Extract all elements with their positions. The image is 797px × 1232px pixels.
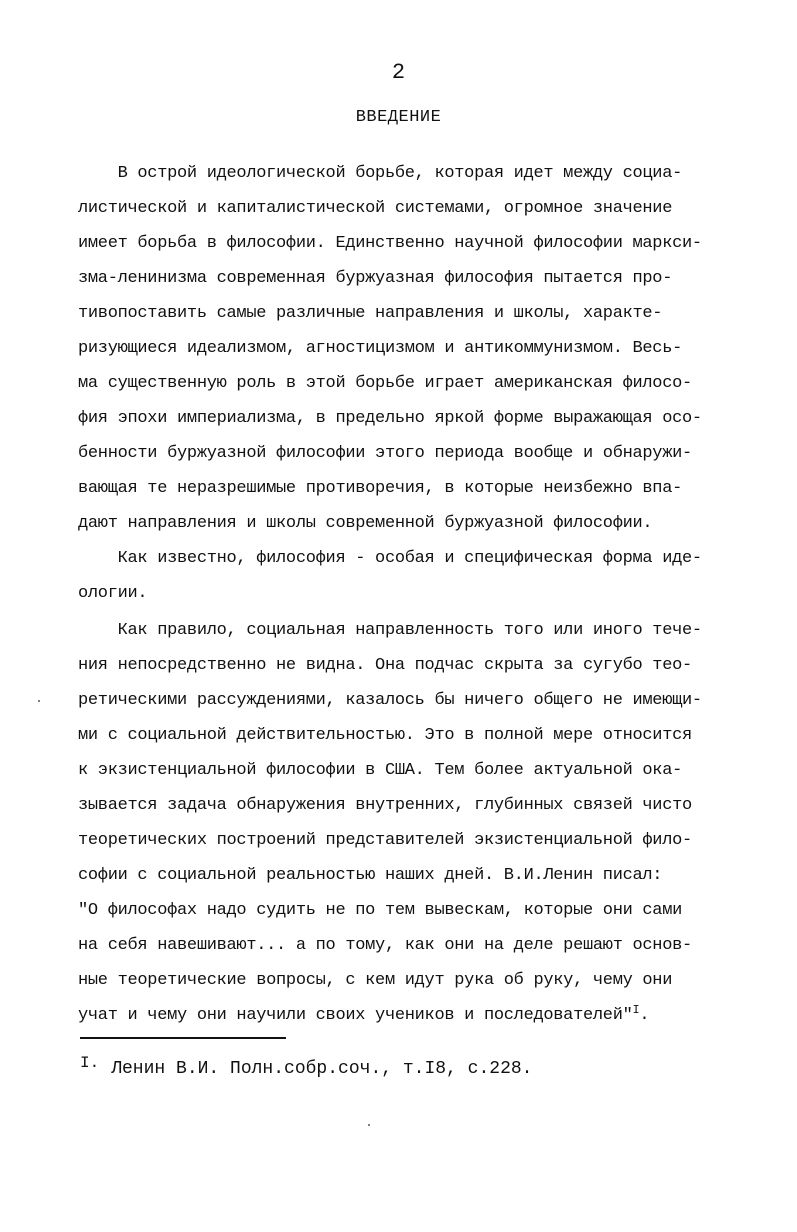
footnote	[80, 1054, 533, 1080]
text-line: ния непосредственно не видна. Она подчас скрыта за сугубо тео-	[78, 656, 692, 675]
footnote-text: Ленин В.И. Полн.собр.соч., т.I8, с.228.	[111, 1059, 533, 1079]
scan-speck	[38, 700, 40, 702]
scan-speck	[368, 1124, 370, 1126]
sentence-end: .	[639, 1006, 650, 1025]
text-line-content: учат и чему они научили своих учеников и последователей"	[78, 1006, 633, 1025]
text-line: ма существенную роль в этой борьбе играет американская филосо-	[78, 374, 692, 393]
text-line: листической и капиталистической системами, огромное значение	[78, 199, 673, 218]
footnote-divider	[80, 1037, 286, 1039]
text-line: софии с социальной реальностью наших дней. В.И.Ленин писал:	[78, 866, 663, 885]
text-line: зывается задача обнаружения внутренних, глубинных связей чисто	[78, 796, 692, 815]
text-line: теоретических построений представителей экзистенциальной фило-	[78, 831, 692, 850]
text-line: ные теоретические вопросы, с кем идут рука об руку, чему они	[78, 971, 673, 990]
text-line: к экзистенциальной философии в США. Тем более актуальной ока-	[78, 761, 683, 780]
text-line-last	[78, 1003, 650, 1026]
text-line: "О философах надо судить не по тем вывескам, которые они сами	[78, 901, 683, 920]
text-line: ретическими рассуждениями, казалось бы ничего общего не имеющи-	[78, 691, 702, 710]
text-line: В острой идеологической борьбе, которая идет между социа-	[78, 164, 683, 183]
footnote-reference: I	[632, 1003, 640, 1017]
text-line: ризующиеся идеализмом, агностицизмом и антикоммунизмом. Весь-	[78, 339, 683, 358]
text-line: на себя навешивают... а по тому, как они на деле решают основ-	[78, 936, 692, 955]
text-line: тивопоставить самые различные направления и школы, характе-	[78, 304, 663, 323]
text-line: Как известно, философия - особая и специфическая форма иде-	[78, 549, 702, 568]
text-line: имеет борьба в философии. Единственно научной философии маркси-	[78, 234, 702, 253]
text-line: вающая те неразрешимые противоречия, в которые неизбежно впа-	[78, 479, 683, 498]
text-line: фия эпохи империализма, в предельно яркой форме выражающая осо-	[78, 409, 702, 428]
page-number: 2	[391, 60, 406, 85]
text-line: бенности буржуазной философии этого периода вообще и обнаружи-	[78, 444, 692, 463]
text-line: ми с социальной действительностью. Это в полной мере относится	[78, 726, 692, 745]
text-line: зма-ленинизма современная буржуазная философия пытается про-	[78, 269, 673, 288]
text-line: Как правило, социальная направленность того или иного тече-	[78, 621, 702, 640]
section-heading: ВВЕДЕНИЕ	[355, 108, 442, 127]
text-line: ологии.	[78, 584, 148, 603]
footnote-mark: I.	[80, 1054, 100, 1072]
text-line: дают направления и школы современной буржуазной философии.	[78, 514, 653, 533]
